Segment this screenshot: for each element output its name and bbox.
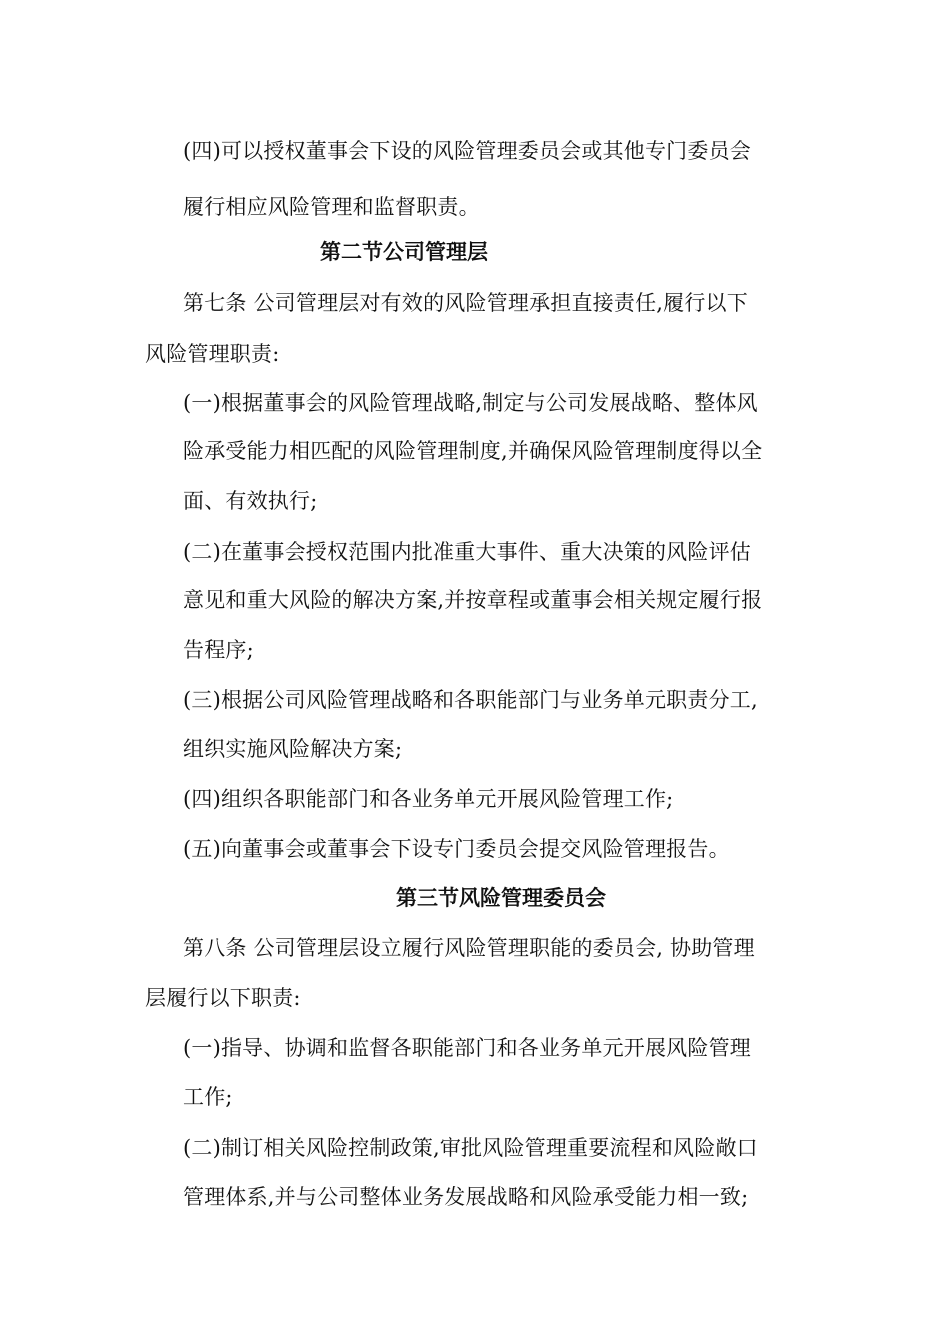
text-line: (二)制订相关风险控制政策,审批风险管理重要流程和风险敞口 [183, 1136, 758, 1160]
text-line: (四)可以授权董事会下设的风险管理委员会或其他专门委员会 [183, 139, 751, 163]
text-line: 险承受能力相匹配的风险管理制度,并确保风险管理制度得以全 [183, 439, 763, 463]
section-heading: 第二节公司管理层 [320, 240, 488, 264]
text-line: (二)在董事会授权范围内批准重大事件、重大决策的风险评估 [183, 540, 751, 564]
text-line: 层履行以下职责: [145, 986, 301, 1010]
text-line: 第八条 公司管理层设立履行风险管理职能的委员会, 协助管理 [183, 936, 755, 960]
text-line: 履行相应风险管理和监督职责。 [183, 195, 480, 219]
text-line: (四)组织各职能部门和各业务单元开展风险管理工作; [183, 787, 674, 811]
text-line: 面、有效执行; [183, 489, 318, 513]
text-line: (一)指导、协调和监督各职能部门和各业务单元开展风险管理 [183, 1036, 751, 1060]
text-line: 第七条 公司管理层对有效的风险管理承担直接责任,履行以下 [183, 291, 748, 315]
text-line: 组织实施风险解决方案; [183, 737, 403, 761]
text-line: 风险管理职责: [145, 342, 280, 366]
text-line: 管理体系,并与公司整体业务发展战略和风险承受能力相一致; [183, 1185, 749, 1209]
section-heading: 第三节风险管理委员会 [396, 886, 606, 910]
text-line: 告程序; [183, 638, 254, 662]
text-line: 工作; [183, 1085, 233, 1109]
text-line: (五)向董事会或董事会下设专门委员会提交风险管理报告。 [183, 837, 730, 861]
text-line: (三)根据公司风险管理战略和各职能部门与业务单元职责分工, [183, 688, 758, 712]
text-line: 意见和重大风险的解决方案,并按章程或董事会相关规定履行报 [183, 588, 763, 612]
text-line: (一)根据董事会的风险管理战略,制定与公司发展战略、整体风 [183, 391, 758, 415]
